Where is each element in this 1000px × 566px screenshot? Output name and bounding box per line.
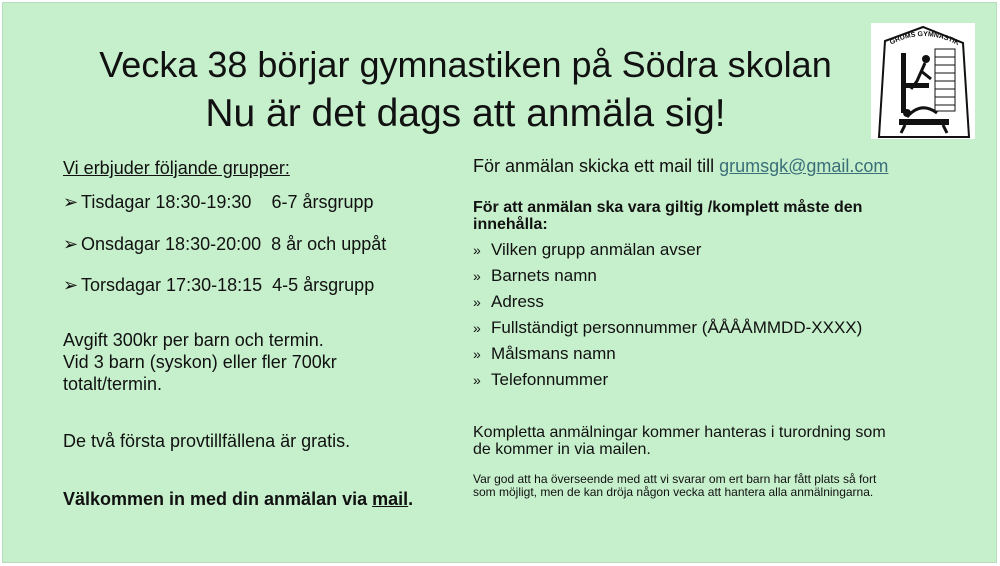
note-line-1: Var god att ha överseende med att vi svarar om ert barn har fått plats så fort bbox=[473, 472, 877, 486]
groups-heading: Vi erbjuder följande grupper: bbox=[63, 158, 290, 178]
mail-prefix: För anmälan skicka ett mail till bbox=[473, 156, 720, 176]
order-line-2: de kommer in via mailen. bbox=[473, 441, 651, 458]
list-item bbox=[473, 240, 701, 260]
welcome-line bbox=[63, 488, 413, 510]
headline-week: Vecka 38 börjar gymnastiken på Södra skolan bbox=[99, 44, 832, 85]
order-info bbox=[473, 424, 886, 458]
list-item-text: Telefonnummer bbox=[491, 370, 609, 389]
group-age: 6-7 årsgrupp bbox=[271, 192, 374, 212]
group-row-tuesday bbox=[63, 191, 374, 213]
chevron-bullet-icon: » bbox=[473, 320, 481, 336]
chevron-bullet-icon: » bbox=[473, 346, 481, 362]
list-item-text: Fullständigt personnummer (ÅÅÅÅMMDD-XXXX) bbox=[491, 318, 863, 337]
email-link[interactable]: grumsgk@gmail.com bbox=[719, 156, 889, 176]
list-item-text: Adress bbox=[491, 292, 544, 311]
chevron-bullet-icon: » bbox=[473, 294, 481, 310]
fee-line-3: totalt/termin. bbox=[63, 374, 163, 394]
group-age: 4-5 årsgrupp bbox=[272, 275, 375, 295]
list-item bbox=[473, 344, 616, 364]
club-logo bbox=[871, 23, 975, 139]
list-item bbox=[473, 318, 862, 338]
welcome-text: Välkommen in med din anmälan via bbox=[63, 489, 373, 509]
arrow-bullet-icon: ➢ bbox=[63, 192, 79, 212]
list-item-text: Vilken grupp anmälan avser bbox=[491, 240, 702, 259]
chevron-bullet-icon: » bbox=[473, 372, 481, 388]
mail-instruction bbox=[473, 155, 888, 177]
slide bbox=[2, 2, 997, 563]
required-heading-line-2: innehålla: bbox=[473, 216, 548, 233]
chevron-bullet-icon: » bbox=[473, 268, 481, 284]
group-day: Onsdagar 18:30-20:00 bbox=[81, 234, 262, 254]
required-heading bbox=[473, 199, 862, 233]
gymnast-logo-icon bbox=[871, 23, 975, 139]
patience-note bbox=[473, 473, 876, 499]
trial-info: De två första provtillfällena är gratis. bbox=[63, 431, 351, 451]
list-item-text: Målsmans namn bbox=[491, 344, 616, 363]
list-item bbox=[473, 292, 544, 312]
list-item bbox=[473, 266, 597, 286]
group-day: Torsdagar 17:30-18:15 bbox=[81, 275, 263, 295]
required-heading-line-1: För att anmälan ska vara giltig /komplett måste den bbox=[473, 199, 863, 216]
group-row-thursday bbox=[63, 274, 374, 296]
group-day: Tisdagar 18:30-19:30 bbox=[81, 192, 252, 212]
group-row-wednesday bbox=[63, 233, 386, 255]
fee-line-1: Avgift 300kr per barn och termin. bbox=[63, 330, 324, 350]
logo-text: GRUMS GYMNASTIK bbox=[888, 30, 961, 48]
note-line-2: som möjligt, men de kan dröja någon vecka att hantera alla anmälningarna. bbox=[473, 485, 874, 499]
chevron-bullet-icon: » bbox=[473, 242, 481, 258]
fee-line-2: Vid 3 barn (syskon) eller fler 700kr bbox=[63, 352, 337, 372]
group-age: 8 år och uppåt bbox=[271, 234, 387, 254]
order-line-1: Kompletta anmälningar kommer hanteras i turordning som bbox=[473, 424, 886, 441]
arrow-bullet-icon: ➢ bbox=[63, 275, 79, 295]
list-item-text: Barnets namn bbox=[491, 266, 597, 285]
welcome-period: . bbox=[408, 489, 414, 509]
arrow-bullet-icon: ➢ bbox=[63, 234, 79, 254]
headline-signup: Nu är det dags att anmäla sig! bbox=[205, 92, 726, 135]
welcome-mail-link[interactable]: mail bbox=[372, 489, 409, 509]
list-item bbox=[473, 370, 608, 390]
